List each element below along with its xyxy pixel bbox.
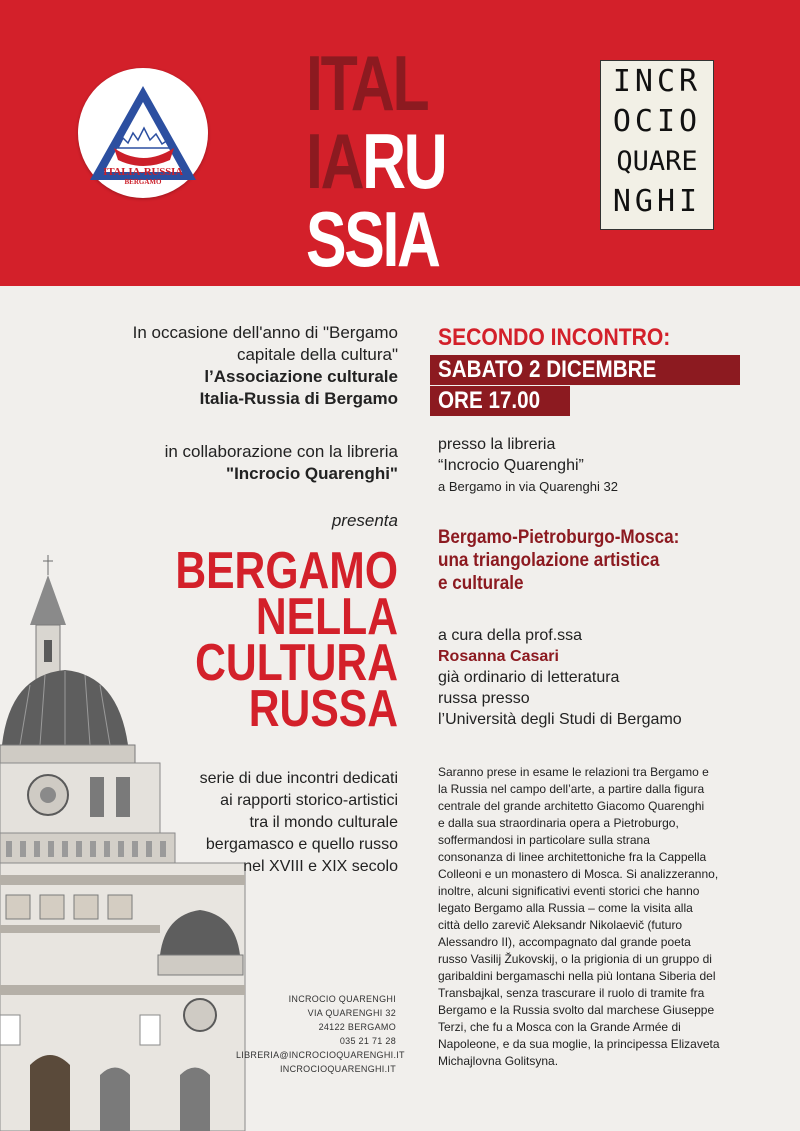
- desc-line: Transbajkal, senza trascurare il ruolo di tramite fra: [438, 986, 705, 1000]
- desc-line: Colleoni e un monastero di Mosca. Si analizzeranno,: [438, 867, 719, 881]
- desc-line: Terzi, che fu a Mosca con la Grande Armée di: [438, 1020, 681, 1034]
- desc-line: Napoleone, e da sua moglie, la principessa Elizaveta: [438, 1037, 720, 1051]
- title-line-2: [306, 117, 446, 205]
- desc-line: Bergamo e la Russia svolto dal marchese Giuseppe: [438, 1003, 715, 1017]
- italia-russia-logo: [78, 68, 208, 198]
- talk-title-line-2: una triangolazione artistica: [438, 550, 660, 571]
- series-title-line-3: CULTURA: [195, 634, 398, 692]
- desc-line: russo Vasilij Žukovskij, o la prigionia di un gruppo di: [438, 952, 712, 966]
- logo-subtext: BERGAMO: [124, 178, 162, 186]
- intro-line-3: l’Associazione culturale: [204, 367, 398, 386]
- collaboration-text: [80, 441, 398, 485]
- series-title-line-1: BERGAMO: [175, 542, 398, 600]
- cura-line-3: russa presso: [438, 690, 530, 707]
- desc-line: centrale del grande architetto Giacomo Quarenghi: [438, 799, 705, 813]
- intro-line-2: capitale della cultura": [236, 345, 398, 364]
- desc-line: soffermandosi in particolare sulla strana: [438, 833, 650, 847]
- address-line-2: VIA QUARENGHI 32: [307, 1008, 396, 1018]
- venue-line-3: a Bergamo in via Quarenghi 32: [438, 479, 618, 494]
- event-series-title: [80, 542, 398, 738]
- intro-line-1: In occasione dell'anno di "Bergamo: [132, 323, 398, 342]
- date-banner: [430, 355, 740, 385]
- desc-line: Alessandro II), accompagnato dal grande poeta: [438, 935, 691, 949]
- email-link[interactable]: LIBRERIA@INCROCIOQUARENGHI.IT: [236, 1050, 405, 1060]
- time-banner: [430, 386, 570, 416]
- italia-russia-title: [306, 39, 526, 304]
- cura-line-1: a cura della prof.ssa: [438, 627, 583, 644]
- presenta-text: presenta: [331, 511, 398, 530]
- iq-logo-row-2: OCIO: [612, 104, 702, 139]
- secondo-incontro: SECONDO INCONTRO:: [438, 324, 671, 351]
- event-time: ORE 17.00: [438, 387, 541, 414]
- collab-line-1: in collaborazione con la libreria: [164, 442, 398, 461]
- title-line-2b: RU: [362, 117, 446, 205]
- bookshop-address: [236, 992, 405, 1076]
- iq-logo-row-1: INCR: [612, 64, 702, 99]
- desc-line: inoltre, alcuni significativi eventi storici che hanno: [438, 884, 700, 898]
- title-line-2a: IA: [306, 117, 363, 205]
- talk-title-line-1: Bergamo-Pietroburgo-Mosca:: [438, 527, 680, 548]
- intro-text: [80, 322, 398, 410]
- title-line-3: SSIA: [306, 195, 439, 283]
- venue-text: [438, 434, 768, 497]
- venue-line-2: “Incrocio Quarenghi”: [438, 457, 584, 474]
- collab-line-2: "Incrocio Quarenghi": [226, 464, 398, 483]
- title-line-1: ITAL: [306, 39, 428, 127]
- desc-line: città dello zarevič Aleksandr Nikolaevič (futuro: [438, 918, 683, 932]
- website-link[interactable]: INCROCIOQUARENGHI.IT: [279, 1064, 396, 1074]
- serie-line-5: nel XVIII e XIX secolo: [243, 858, 398, 875]
- serie-line-3: tra il mondo culturale: [249, 814, 398, 831]
- speaker-info: [438, 625, 768, 730]
- venue-line-1: presso la libreria: [438, 436, 556, 453]
- serie-line-4: bergamasco e quello russo: [205, 836, 398, 853]
- cura-line-4: l’Università degli Studi di Bergamo: [438, 711, 682, 728]
- talk-title-line-3: e culturale: [438, 573, 524, 594]
- phone-number: 035 21 71 28: [339, 1036, 396, 1046]
- desc-line: consonanza di linee architettoniche fra la Cappella: [438, 850, 707, 864]
- desc-line: legato Bergamo alla Russia – come la visita alla: [438, 901, 693, 915]
- logo-text: ITALIA-RUSSIA: [103, 166, 183, 178]
- desc-line: garibaldini bergamaschi nella più lontana Siberia del: [438, 969, 716, 983]
- address-line-1: INCROCIO QUARENGHI: [288, 994, 396, 1004]
- cura-line-2: già ordinario di letteratura: [438, 669, 620, 686]
- talk-description: [438, 764, 783, 1070]
- meeting-label: [438, 324, 768, 352]
- talk-title: [438, 526, 768, 595]
- serie-line-1: serie di due incontri dedicati: [199, 770, 398, 787]
- desc-line: Saranno prese in esame le relazioni tra Bergamo e: [438, 765, 709, 779]
- desc-line: Michajlovna Golitsyna.: [438, 1054, 559, 1068]
- address-line-3: 24122 BERGAMO: [318, 1022, 396, 1032]
- series-title-line-4: RUSSA: [248, 680, 398, 738]
- event-date: SABATO 2 DICEMBRE: [438, 356, 657, 383]
- incrocio-quarenghi-logo: [600, 60, 714, 230]
- iq-logo-row-4: NGHI: [612, 184, 702, 219]
- iq-logo-row-3: QUARE: [616, 146, 698, 177]
- series-title-line-2: NELLA: [255, 588, 398, 646]
- serie-line-2: ai rapporti storico-artistici: [220, 792, 398, 809]
- series-description: [80, 768, 398, 878]
- desc-line: e dalla sua straordinaria opera a Pietroburgo,: [438, 816, 679, 830]
- intro-line-4: Italia-Russia di Bergamo: [199, 389, 398, 408]
- header-banner: [0, 0, 800, 286]
- desc-line: la Russia nel campo dell’arte, a partire dalla figura: [438, 782, 705, 796]
- speaker-name: Rosanna Casari: [438, 648, 559, 665]
